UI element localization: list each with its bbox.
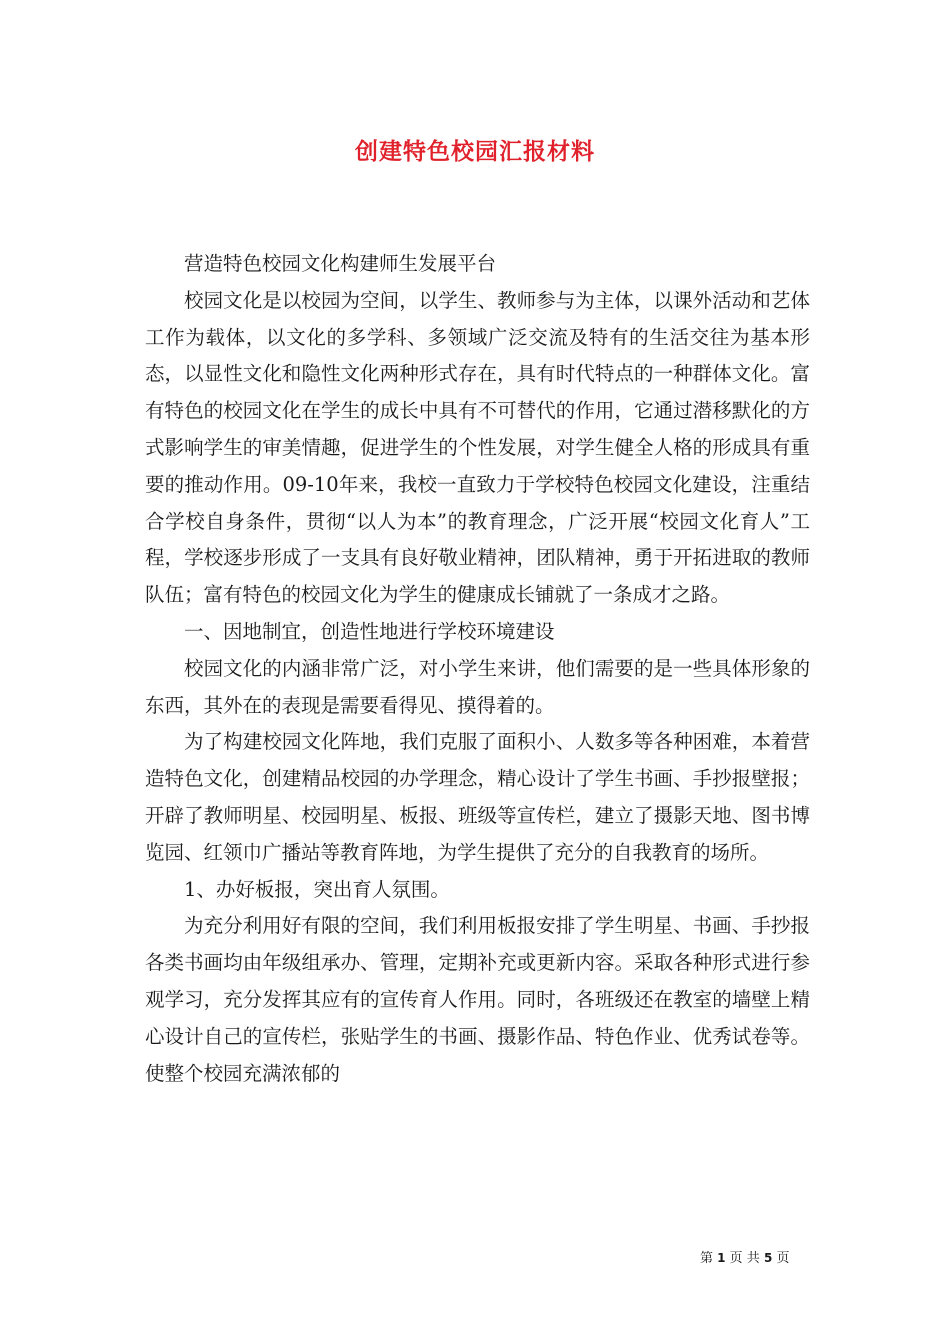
document-title: 创建特色校园汇报材料 <box>355 138 595 165</box>
section-heading-1: 一、因地制宜，创造性地进行学校环境建设 <box>184 619 555 643</box>
subsection-heading-1: 1、办好板报，突出育人氛围。 <box>184 877 450 901</box>
total-pages-number: 5 <box>763 1251 773 1265</box>
paragraph-intro: 校园文化是以校园为空间，以学生、教师参与为主体，以课外活动和艺体工作为载体，以文化的多学科、多领域广泛交流及特有的生活交往为基本形态，以显性文化和隐性文化两种形式存在，具有时代特点的一种群体文化。富有特色的校园文化在学生的成长中具有不可替代的作用，它通过潜移默化的方式影响学生的审美情趣，促进学生的个性发展，对学生健全人格的形成具有重要的推动作用。09-10年来，我校一直致力于学校特色校园文化建设，注重结合学校自身条件，贯彻“以人为本”的教育理念，广泛开展“校园文化育人”工程，学校逐步形成了一支具有良好敬业精神，团队精神，勇于开拓进取的教师队伍；富有特色的校园文化为学生的健康成长铺就了一条成才之路。 <box>145 288 810 607</box>
footer-prefix: 第 <box>700 1251 714 1266</box>
paragraph: 为了构建校园文化阵地，我们克服了面积小、人数多等各种困难，本着营造特色文化，创建精品校园的办学理念，精心设计了学生书画、手抄报壁报；开辟了教师明星、校园明星、板报、班级等宣传栏，建立了摄影天地、图书博览园、红领巾广播站等教育阵地，为学生提供了充分的自我教育的场所。 <box>145 730 810 864</box>
document-body <box>145 246 810 1092</box>
paragraph: 校园文化的内涵非常广泛，对小学生来讲，他们需要的是一些具体形象的东西，其外在的表现是需要看得见、摸得着的。 <box>145 656 810 717</box>
current-page-number: 1 <box>717 1251 726 1265</box>
paragraph: 为充分利用好有限的空间，我们利用板报安排了学生明星、书画、手抄报各类书画均由年级组承办、管理，定期补充或更新内容。采取各种形式进行参观学习，充分发挥其应有的宣传育人作用。同时，各班级还在教室的墙壁上精心设计自己的宣传栏，张贴学生的书画、摄影作品、特色作业、优秀试卷等。使整个校园充满浓郁的 <box>145 914 810 1085</box>
footer-middle: 页 共 <box>729 1251 760 1266</box>
page-number-footer <box>700 1247 789 1266</box>
paragraph-subtitle: 营造特色校园文化构建师生发展平台 <box>184 252 497 275</box>
footer-suffix: 页 <box>776 1251 790 1266</box>
